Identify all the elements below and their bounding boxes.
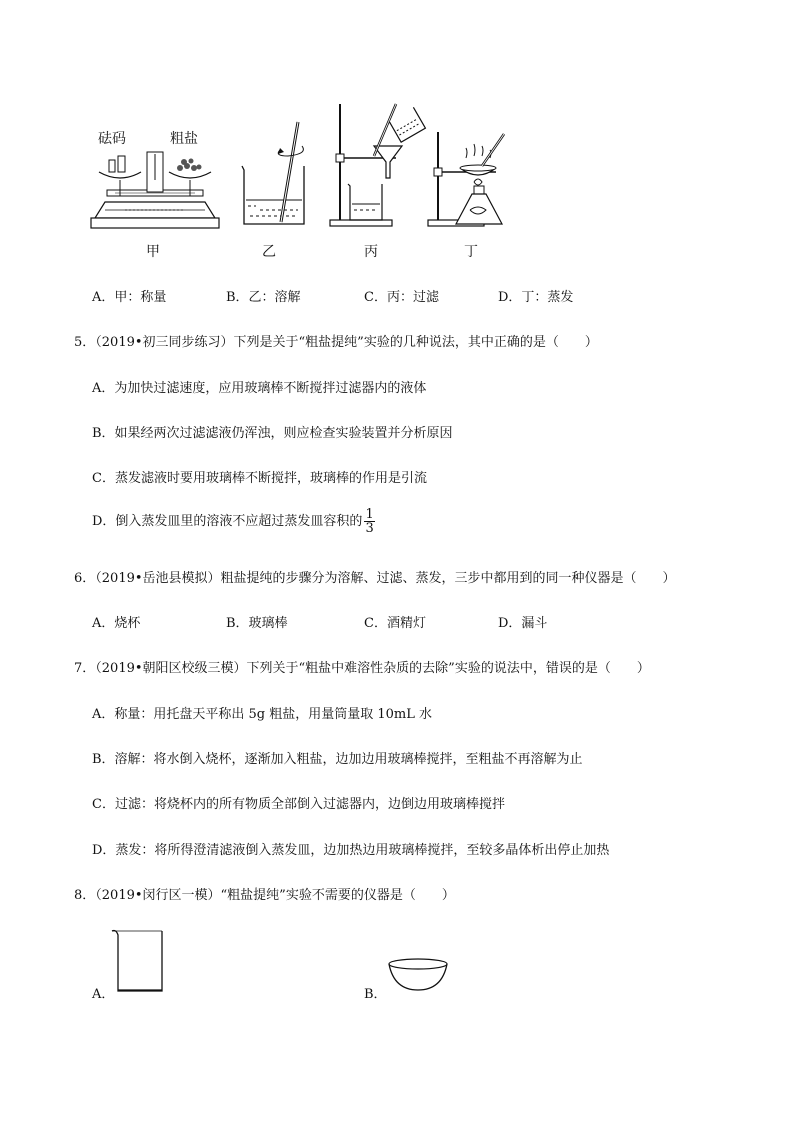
label-ding: 丁 <box>464 244 478 260</box>
q6-option-b: B．玻璃棒 <box>226 616 288 631</box>
q7-option-c: C．过滤：将烧杯内的所有物质全部倒入过滤器内，边倒边用玻璃棒搅拌 <box>92 797 505 812</box>
fraction-denominator: 3 <box>365 521 374 536</box>
q6-option-c: C．酒精灯 <box>364 616 426 631</box>
fraction-one-third <box>364 508 374 535</box>
balance-drawing <box>85 140 225 240</box>
label-yi: 乙 <box>262 244 276 260</box>
q6-option-a: A．烧杯 <box>92 616 141 631</box>
q4-option-d: D．丁：蒸发 <box>498 290 574 305</box>
label-salt: 粗盐 <box>170 131 198 147</box>
q5-stem: 5．（2019•初三同步练习）下列是关于“粗盐提纯”实验的几种说法，其中正确的是（ ） <box>74 335 598 350</box>
q7-option-d: D．蒸发：将所得澄清滤液倒入蒸发皿，边加热边用玻璃棒搅拌，至较多晶体析出停止加热 <box>92 843 610 858</box>
q5-option-d <box>92 508 375 535</box>
q4-option-a: A．甲：称量 <box>92 290 167 305</box>
q5-option-b: B．如果经两次过滤滤液仍浑浊，则应检查实验装置并分析原因 <box>92 426 453 441</box>
q4-option-b: B．乙：溶解 <box>226 290 301 305</box>
q5-option-a: A．为加快过滤速度，应用玻璃棒不断搅拌过滤器内的液体 <box>92 381 427 396</box>
label-bing: 丙 <box>364 244 378 260</box>
q8-option-a: A． <box>92 987 115 1002</box>
q7-option-b: B．溶解：将水倒入烧杯，逐渐加入粗盐，边加边用玻璃棒搅拌，至粗盐不再溶解为止 <box>92 752 583 767</box>
q7-option-a: A．称量：用托盘天平称出 5g 粗盐，用量筒量取 10mL 水 <box>92 707 433 722</box>
label-jia: 甲 <box>146 244 160 260</box>
q6-option-d: D．漏斗 <box>498 616 548 631</box>
q6-stem: 6．（2019•岳池县模拟）粗盐提纯的步骤分为溶解、过滤、蒸发，三步中都用到的同一种仪器是（ ） <box>74 571 676 586</box>
q7-stem: 7．（2019•朝阳区校级三模）下列关于“粗盐中难溶性杂质的去除”实验的说法中，错误的是（ ） <box>74 661 650 676</box>
q5-option-d-text: D．倒入蒸发皿里的溶液不应超过蒸发皿容积的 <box>92 514 363 529</box>
q4-option-c: C．丙：过滤 <box>364 290 439 305</box>
beaker-icon <box>110 927 166 995</box>
label-weight: 砝码 <box>98 131 126 147</box>
evaporation-drawing <box>426 130 516 230</box>
q5-option-c: C．蒸发滤液时要用玻璃棒不断搅拌，玻璃棒的作用是引流 <box>92 471 427 486</box>
beaker-stirring-drawing <box>236 118 316 230</box>
q8-option-b: B． <box>364 987 387 1002</box>
filtration-drawing <box>326 100 426 230</box>
q8-stem: 8．（2019•闵行区一模）“粗盐提纯”实验不需要的仪器是（ ） <box>74 888 455 903</box>
evaporating-dish-icon <box>386 956 450 992</box>
fraction-numerator: 1 <box>365 507 374 522</box>
